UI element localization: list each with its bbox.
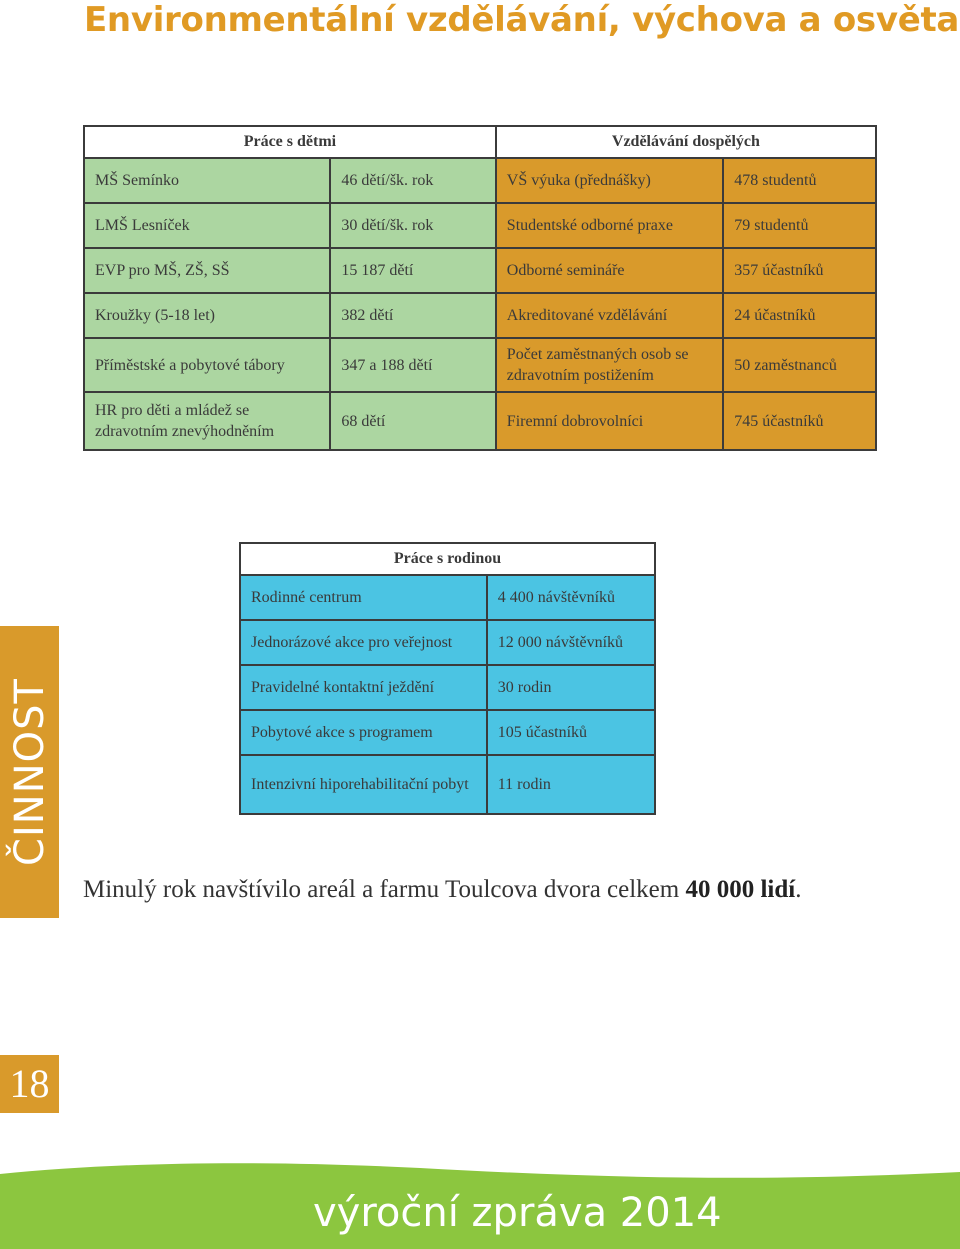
- table-row: [84, 392, 876, 450]
- family-count: 4 400 návštěvníků: [487, 575, 655, 620]
- footer-title: výroční zpráva 2014: [313, 1190, 722, 1236]
- family-activity: Rodinné centrum: [240, 575, 487, 620]
- child-count: 15 187 dětí: [330, 248, 495, 293]
- family-count: 12 000 návštěvníků: [487, 620, 655, 665]
- section-tab: [0, 626, 59, 918]
- table-row: [240, 755, 655, 814]
- page-title: Environmentální vzdělávání, výchova a osvěta: [84, 0, 960, 40]
- table-row: [84, 293, 876, 338]
- family-activity: Intenzivní hiporehabilitační pobyt: [240, 755, 487, 814]
- summary-end: .: [795, 876, 802, 903]
- table-row: [84, 158, 876, 203]
- adult-activity: Akreditované vzdělávání: [496, 293, 723, 338]
- visitors-summary: [83, 876, 801, 904]
- child-activity: EVP pro MŠ, ZŠ, SŠ: [84, 248, 330, 293]
- table-header-row: [240, 543, 655, 575]
- child-activity: HR pro děti a mládež se zdravotním znevýhodněním: [84, 392, 330, 450]
- adult-count: 478 studentů: [723, 158, 876, 203]
- table-header-row: [84, 126, 876, 158]
- adult-activity: Studentské odborné praxe: [496, 203, 723, 248]
- table-row: [240, 665, 655, 710]
- table-row: [240, 620, 655, 665]
- child-count: 382 dětí: [330, 293, 495, 338]
- child-activity: MŠ Semínko: [84, 158, 330, 203]
- summary-highlight: 40 000 lidí: [685, 876, 796, 903]
- child-count: 68 dětí: [330, 392, 495, 450]
- adult-activity: Firemní dobrovolníci: [496, 392, 723, 450]
- adult-count: 357 účastníků: [723, 248, 876, 293]
- adult-count: 50 zaměstnanců: [723, 338, 876, 392]
- family-count: 30 rodin: [487, 665, 655, 710]
- family-work-table: [239, 542, 656, 815]
- child-activity: Příměstské a pobytové tábory: [84, 338, 330, 392]
- adult-activity: VŠ výuka (přednášky): [496, 158, 723, 203]
- activities-table: [83, 125, 877, 451]
- family-count: 11 rodin: [487, 755, 655, 814]
- adult-count: 79 studentů: [723, 203, 876, 248]
- adult-count: 745 účastníků: [723, 392, 876, 450]
- table-row: [84, 248, 876, 293]
- page-number: 18: [0, 1055, 59, 1113]
- child-activity: Kroužky (5-18 let): [84, 293, 330, 338]
- section-tab-label: ČINNOST: [6, 678, 53, 866]
- summary-text: Minulý rok navštívilo areál a farmu Toulcova dvora celkem: [83, 876, 686, 903]
- family-activity: Pobytové akce s programem: [240, 710, 487, 755]
- child-count: 30 dětí/šk. rok: [330, 203, 495, 248]
- family-activity: Pravidelné kontaktní ježdění: [240, 665, 487, 710]
- adult-activity: Odborné semináře: [496, 248, 723, 293]
- table-row: [240, 710, 655, 755]
- table-row: [240, 575, 655, 620]
- table-row: [84, 203, 876, 248]
- header-children-work: Práce s dětmi: [84, 126, 496, 158]
- adult-count: 24 účastníků: [723, 293, 876, 338]
- header-family-work: Práce s rodinou: [240, 543, 655, 575]
- family-count: 105 účastníků: [487, 710, 655, 755]
- adult-activity: Počet zaměstnaných osob se zdravotním postižením: [496, 338, 723, 392]
- table-row: [84, 338, 876, 392]
- family-activity: Jednorázové akce pro veřejnost: [240, 620, 487, 665]
- header-adult-education: Vzdělávání dospělých: [496, 126, 876, 158]
- child-count: 347 a 188 dětí: [330, 338, 495, 392]
- child-count: 46 dětí/šk. rok: [330, 158, 495, 203]
- child-activity: LMŠ Lesníček: [84, 203, 330, 248]
